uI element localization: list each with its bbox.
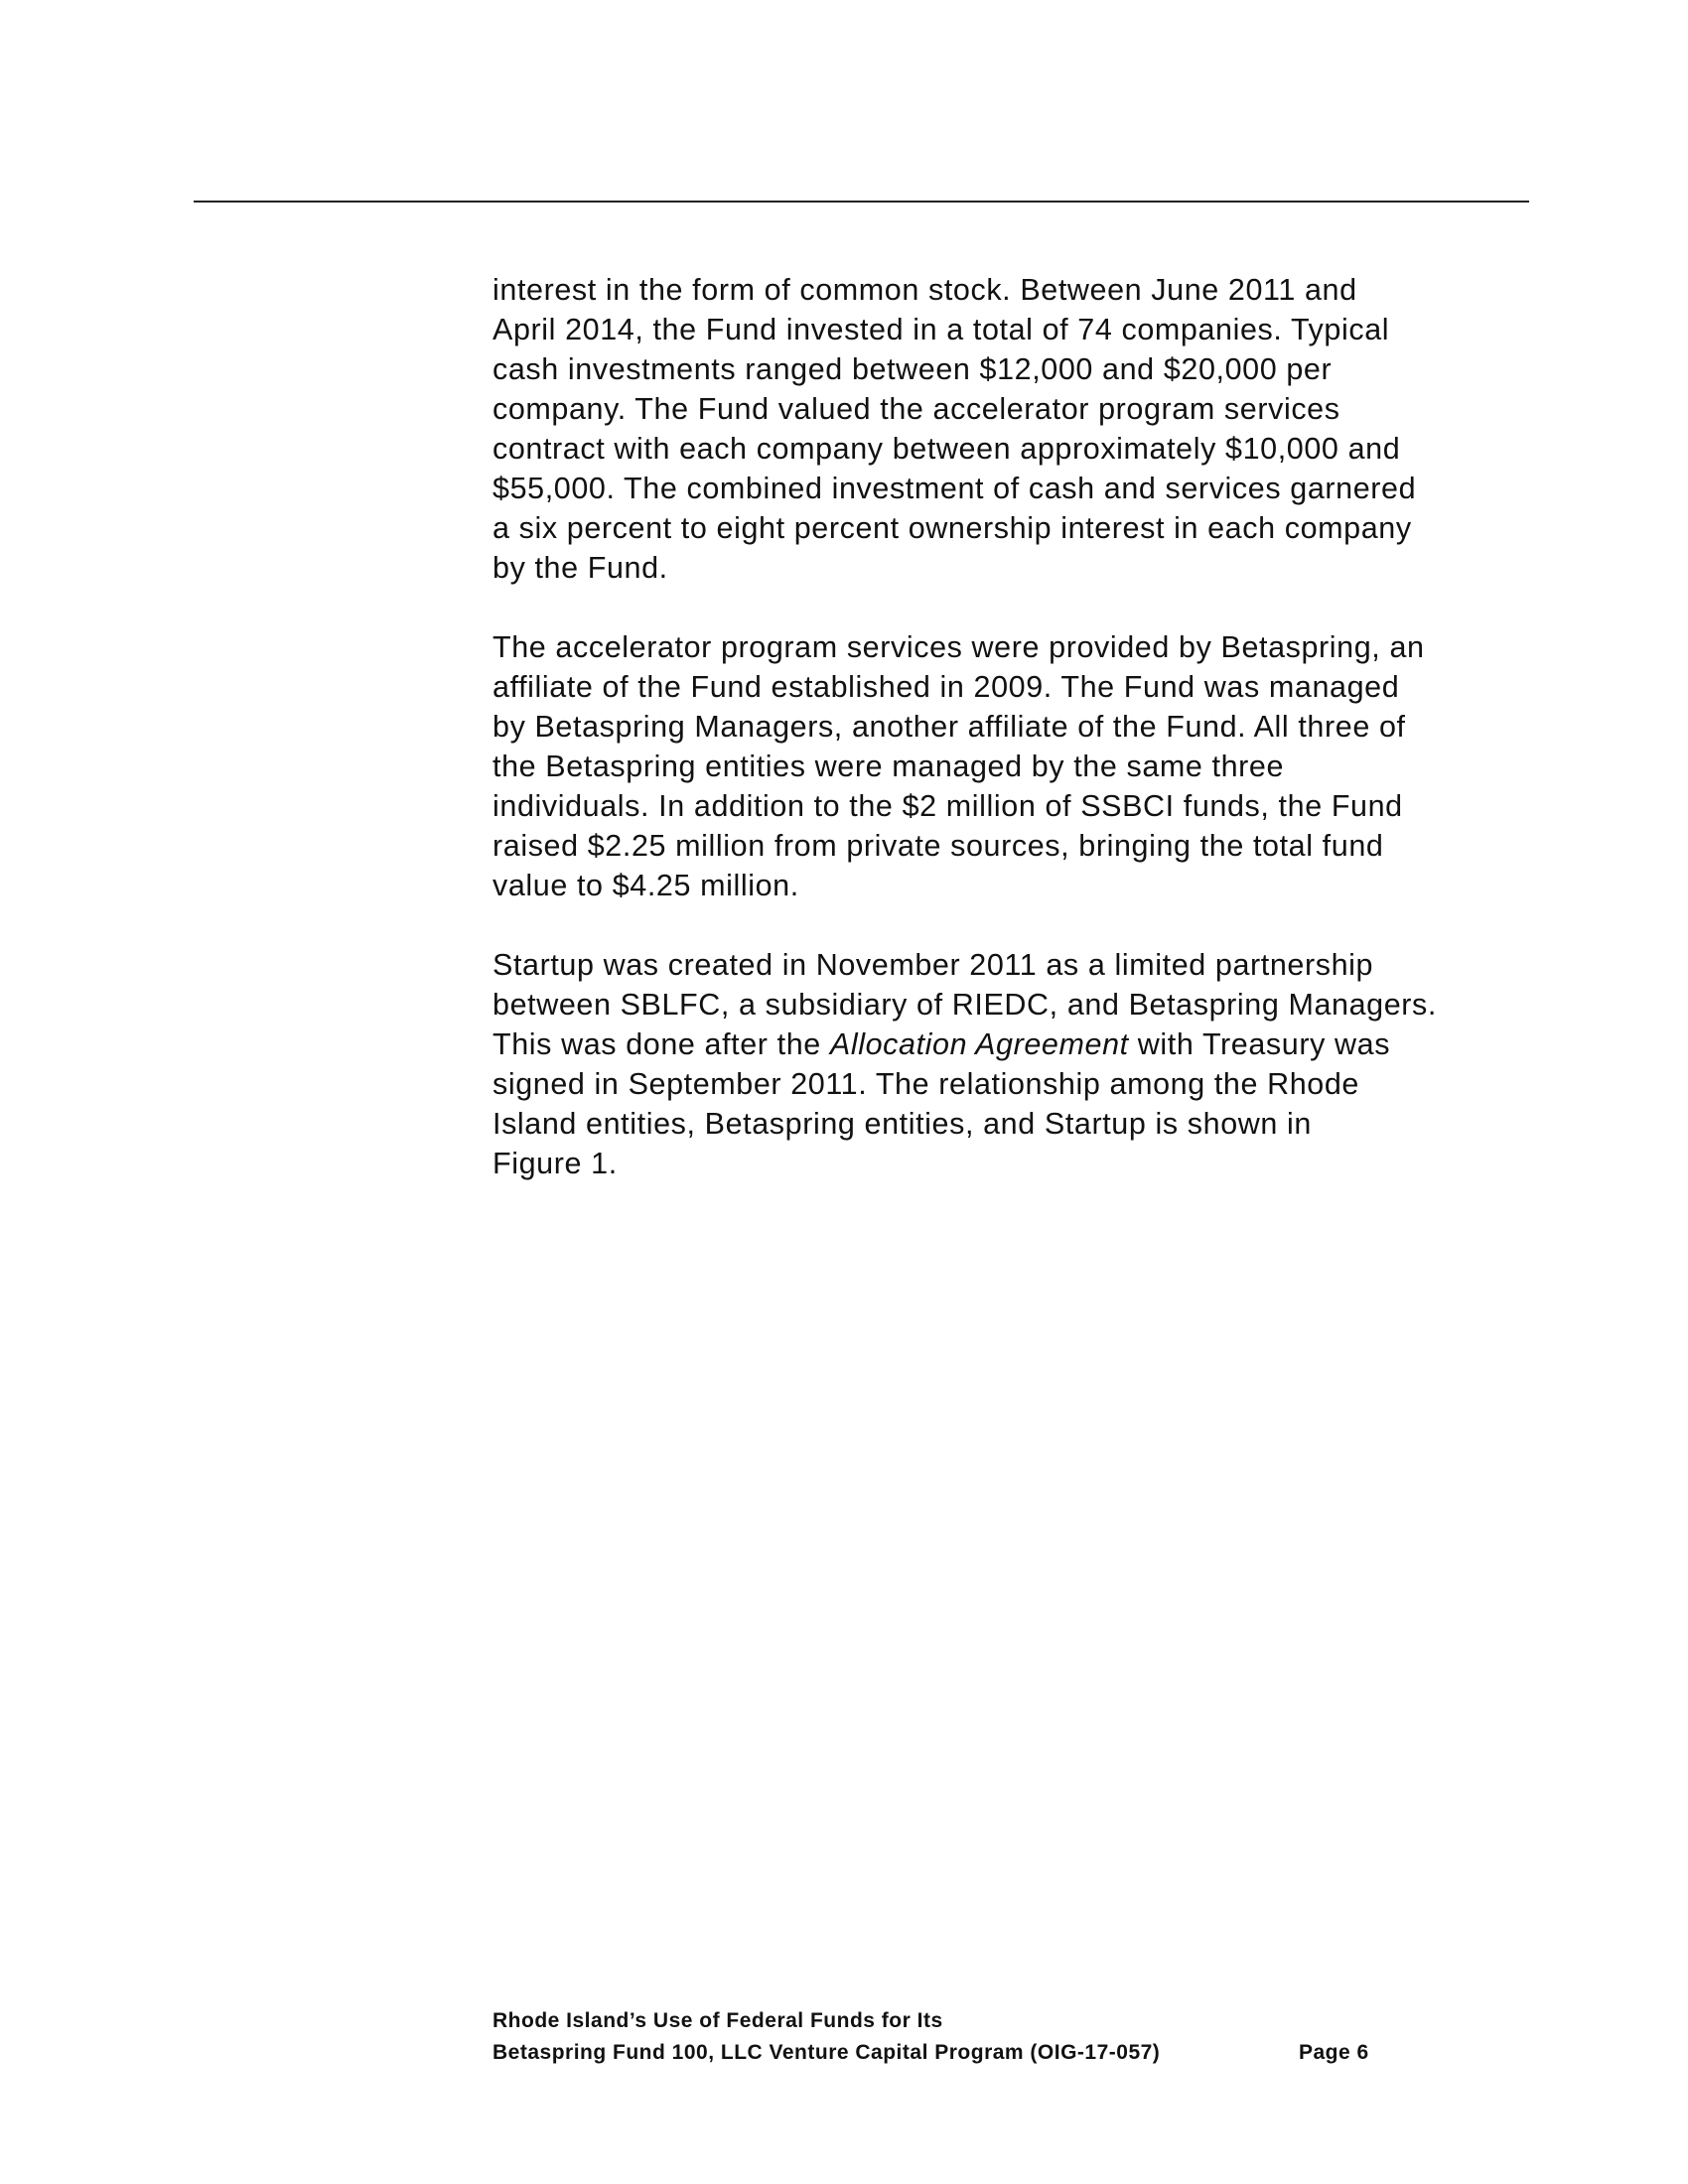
text-line: between SBLFC, a subsidiary of RIEDC, and Betaspring Managers. [492,988,1437,1022]
text-line: The accelerator program services were provided by Betaspring, an [492,630,1425,664]
paragraph-fund-investments [492,270,1545,588]
text-run: This was done after the [492,1027,830,1061]
footer-report-title-line2: Betaspring Fund 100, LLC Venture Capital Program (OIG-17-057) [492,2041,1161,2064]
paragraph-startup-creation [492,945,1545,1183]
text-line: $55,000. The combined investment of cash and services garnered [492,472,1417,505]
text-line: Startup was created in November 2011 as a limited partnership [492,948,1374,982]
text-line: company. The Fund valued the accelerator program services [492,392,1340,426]
text-line: by the Fund. [492,551,668,585]
text-line-with-italic [492,1024,1545,1064]
text-line: April 2014, the Fund invested in a total of 74 companies. Typical [492,313,1390,346]
text-line: a six percent to eight percent ownership interest in each company [492,511,1412,545]
text-line: cash investments ranged between $12,000 and $20,000 per [492,352,1333,386]
text-line: raised $2.25 million from private sources, bringing the total fund [492,829,1384,863]
body-text [492,270,1545,1223]
paragraph-betaspring-services [492,627,1545,905]
text-line: interest in the form of common stock. Between June 2011 and [492,273,1357,307]
text-line: contract with each company between approximately $10,000 and [492,432,1401,466]
text-line: Figure 1. [492,1147,618,1180]
header-rule [194,201,1529,203]
text-line: signed in September 2011. The relationship among the Rhode [492,1067,1359,1101]
text-line: value to $4.25 million. [492,869,799,902]
page-footer [492,2005,1446,2069]
text-line: Island entities, Betaspring entities, and Startup is shown in [492,1107,1312,1141]
text-line: individuals. In addition to the $2 million of SSBCI funds, the Fund [492,789,1403,823]
text-line: the Betaspring entities were managed by the same three [492,750,1285,783]
text-run: with Treasury was [1128,1027,1391,1061]
text-line: affiliate of the Fund established in 2009. The Fund was managed [492,670,1400,704]
footer-report-title-line1: Rhode Island’s Use of Federal Funds for Its [492,2009,943,2032]
allocation-agreement-title: Allocation Agreement [829,1027,1129,1061]
page-number: Page 6 [1299,2041,1369,2064]
text-line: by Betaspring Managers, another affiliate of the Fund. All three of [492,710,1406,744]
